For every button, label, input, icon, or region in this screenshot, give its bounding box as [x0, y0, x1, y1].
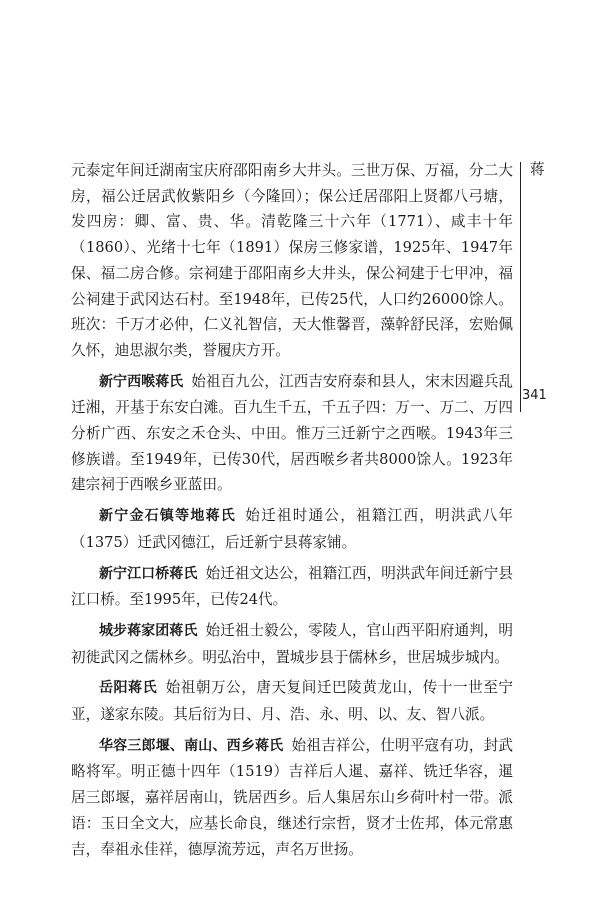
- clan-heading: 新宁西喉蒋氏: [99, 373, 184, 390]
- paragraph-6: [71, 675, 513, 727]
- side-running-title: 蒋: [530, 161, 545, 178]
- clan-heading: 新宁金石镇等地蒋氏: [99, 508, 237, 525]
- margin-divider: [520, 162, 521, 412]
- paragraph-text: 始祖朝万公，唐天复间迁巴陵黄龙山，传十一世至宁亚，遂家东陵。其后衍为日、月、浩、永、明、以、友、智八派。: [71, 679, 513, 724]
- paragraph-2: [71, 369, 513, 499]
- clan-heading: 华容三郎堰、南山、西乡蒋氏: [99, 737, 284, 754]
- paragraph-text: 始迁祖时通公，祖籍江西，明洪武八年（1375）迁武冈德江，后迁新宁县蒋家铺。: [71, 507, 513, 551]
- paragraph-3: [71, 503, 513, 555]
- paragraph-7: [71, 733, 513, 863]
- paragraph-text: 元泰定年间迁湖南宝庆府邵阳南乡大井头。三世万保、万福，分二大房，福公迁居武攸紫阳乡（今隆回）；保公迁居邵阳上贤都八弓塘，发四房：卿、富、贵、华。清乾隆三十六年（1771）、咸丰十年（1860）、光绪十七年（1891）保房三修家谱，1925年、1947年保、福二房合修。宗祠建于邵阳南乡大井头，保公祠建于七甲冲，福公祠建于武冈达石村。至1948年，已传25代，人口约26000馀人。班次：千万才必仲，仁义礼智信，天大惟馨晋，藻幹舒民泽，宏贻佩久怀，迪思淑尔类，誉履庆方开。: [71, 162, 513, 359]
- page-number: 341: [522, 388, 547, 403]
- paragraph-text: 始祖百九公，江西吉安府泰和县人，宋末因避兵乱迁湘，开基于东安白滩。百九生千五，千五子四：万一、万二、万四分析广西、东安之禾仓头、中田。惟万三迁新宁之西喉。1943年三修族谱。至1949年，已传30代，居西喉乡者共8000馀人。1923年建宗祠于西喉乡亚蓝田。: [71, 372, 513, 494]
- paragraph-4: [71, 561, 513, 613]
- paragraph-text: 始迁祖士毅公，零陵人，官山西平阳府通判，明初徙武冈之儒林乡。明弘治中，置城步县于儒林乡，世居城步城内。: [71, 621, 513, 666]
- paragraph-5: [71, 618, 513, 670]
- paragraph-1: [71, 158, 513, 364]
- clan-heading: 城步蒋家团蒋氏: [99, 622, 198, 639]
- main-text: [71, 158, 513, 867]
- paragraph-text: 始迁祖文达公，祖籍江西，明洪武年间迁新宁县江口桥。至1995年，已传24代。: [71, 564, 513, 609]
- paragraph-text: 始祖吉祥公，仕明平寇有功，封武略将军。明正德十四年（1519）吉祥后人暹、嘉祥、铣迁华容，暹居三郎堰，嘉祥居南山，铣居西乡。后人集居东山乡荷叶村一带。派语：玉日全文大，应基长命良，继述行宗哲，贤才士佐邦，体元常惠吉，奉祖永佳祥，德厚流芳远，声名万世扬。: [71, 736, 513, 858]
- clan-heading: 新宁江口桥蒋氏: [99, 565, 198, 582]
- clan-heading: 岳阳蒋氏: [99, 680, 158, 697]
